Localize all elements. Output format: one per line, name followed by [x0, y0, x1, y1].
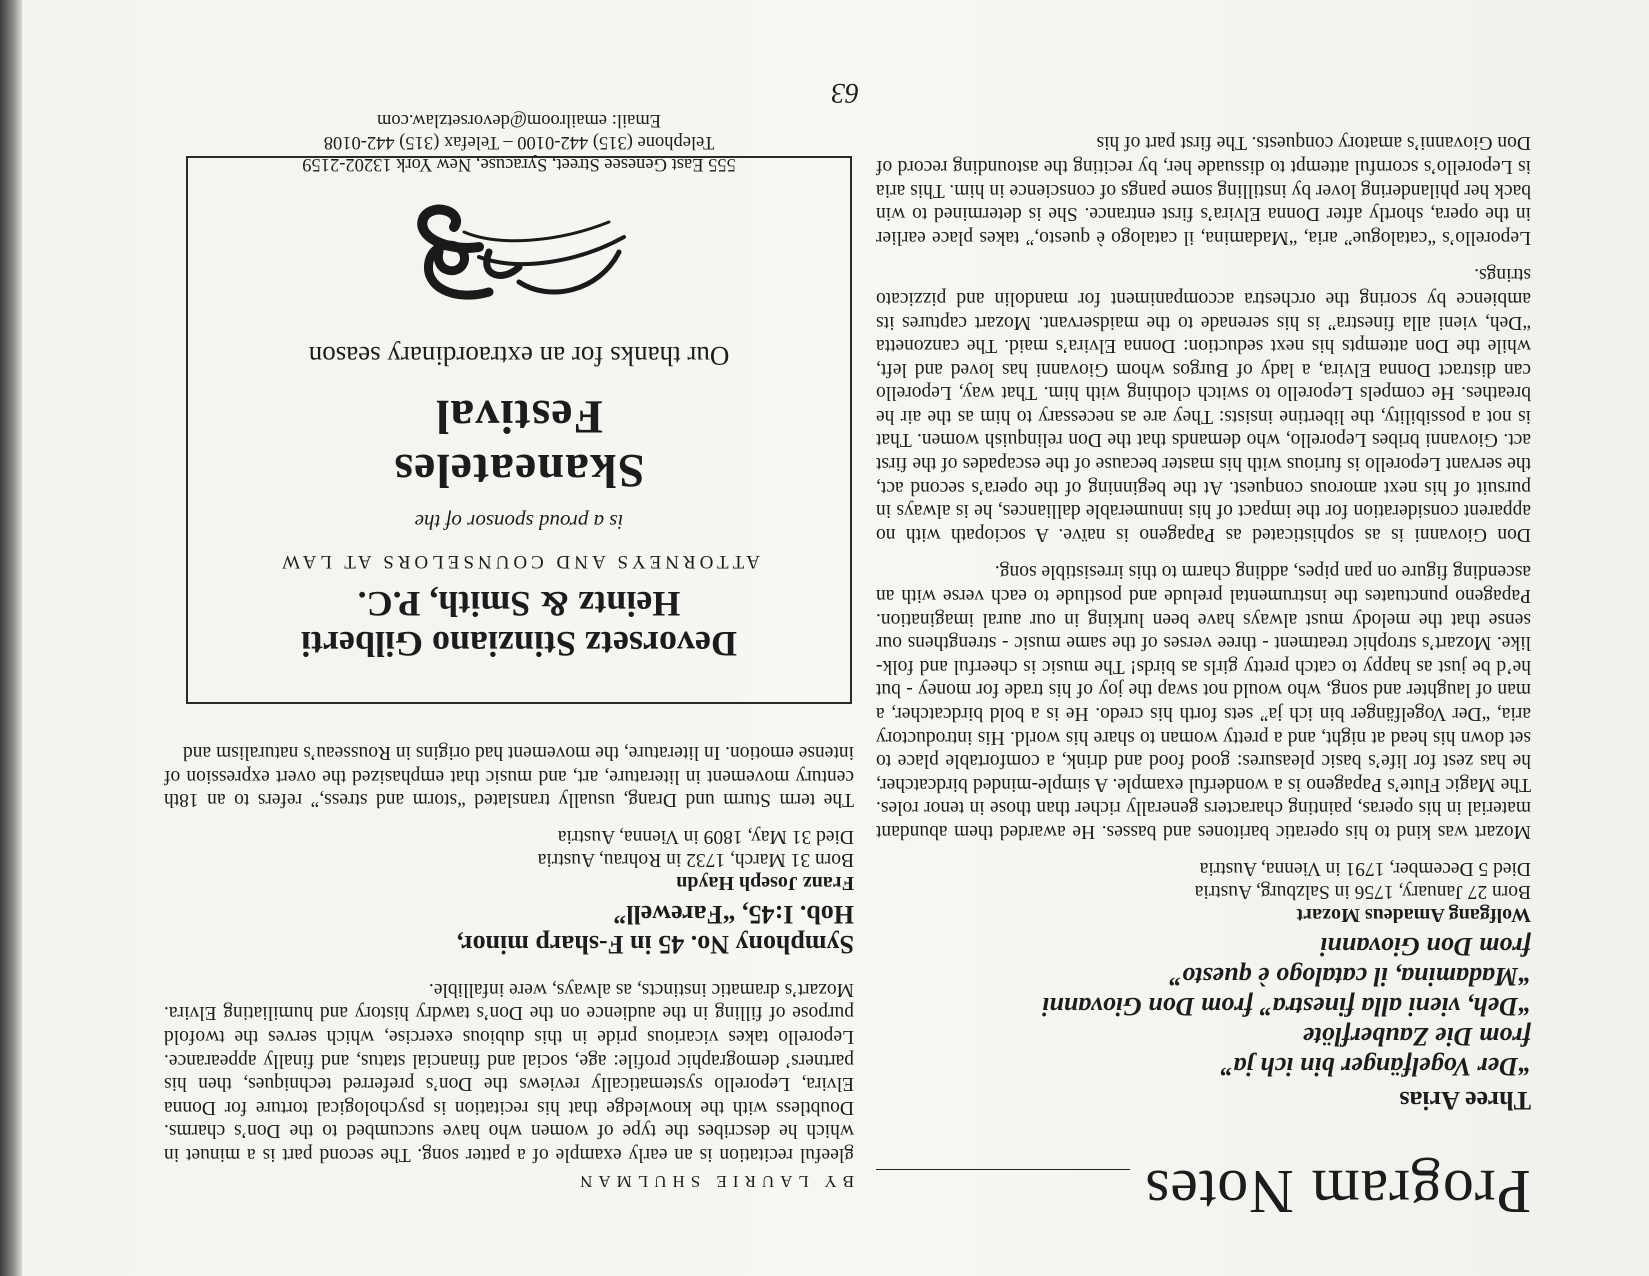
aria-title — [876, 1051, 1531, 1081]
aria-source — [876, 931, 1531, 961]
sponsor-ad — [186, 110, 852, 704]
body-paragraph: Don Giovanni is as sophisticated as Papageno is naïve. A sociopath with no apparent consideration for the impact of his innumerable dalliances, he is always in pursuit of his next amorous conquest. At the beginning of the opera’s second act, the servant Leporello is furious with his master because of the escapades of the first act. Giovanni bribes Leporello, who demands that the Don relinquish women. That is not a possibility, the libertine insists: They are as necessary to him as the air he breathes. He compels Leporello to switch clothing with him. That way, Leporello can distract Donna Elvira, a lady of Burgos whom Giovanni has loved and left, while the Don attempts his next seduction: Donna Elvira’s maid. The canzonetta “Deh, vieni alla finestra” is his serenade to the maidservant. Mozart captures its ambience by scoring the orchestra accompaniment for mandolin and pizzicato strings. — [876, 264, 1531, 545]
composer-born: Born 27 January, 1756 in Salzburg, Austria — [1194, 881, 1531, 902]
body-paragraph: Mozart was kind to his operatic baritones and basses. He awarded them abundant material in his operas, painting characters generally richer than those in tenor roles. The Magic Flute’s Papageno is a wonderful example. A simple-minded birdcatcher, he has zest for life’s basic pleasures: good food and drink, a comfortable place to set down his head at night, and a pretty woman to share his world. His introductory aria, “Der Vogelfänger bin ich ja” sets forth his credo. He is a bold birdcatcher, a man of laughter and song, who would not swap the joy of his trade for money - but he’d be just as happy to catch pretty girls as birds! The music is cheerful and folk-like. Mozart’s strophic treatment - three verses of the same music - strengthens our sense that the melody must always have been lurking in our aural imagination. Papageno punctuates the instrumental prelude and postlude to each verse with an ascending figure on pan pipes, adding charm to this irresistible song. — [876, 561, 1531, 842]
ad-firm-line: Devorsetz Stinziano Gilberti — [301, 624, 737, 664]
aria-title — [876, 961, 1531, 991]
composer-died: Died 5 December, 1791 in Vienna, Austria — [1199, 858, 1531, 879]
work-title: Symphony No. 45 in F-sharp minor, — [456, 930, 854, 960]
body-paragraph: gleeful recitation is an early example of a patter song. The second part is a minuet in which he describes the type of women who have succumbed to the Don’s charms. Doubtless with the knowledge that his recitation is psychological torture for Donna Elvira, Leporello systematically reviews the Don’s preferred techniques, then his partners’ demographic profile: age, social and financial status, and finally appearance. Leporello takes vicarious pride in this dubious exercise, which serves the twofold purpose of filling in the audience on the Don’s tawdry history and humiliating Elvira. Mozart’s dramatic instincts, as always, were infallible. — [164, 978, 854, 1165]
ad-thanks: Our thanks for an extraordinary season — [308, 341, 730, 371]
aria-title-text: “Der Vogelfänger bin ich ja” — [1220, 1052, 1531, 1081]
festival-logo-icon — [399, 202, 639, 322]
composer-born: Born 31 March, 1732 in Rohrau, Austria — [537, 849, 854, 871]
composer-name: Wolfgang Amadeus Mozart — [1296, 904, 1531, 926]
section-heading: Three Arias — [1399, 1086, 1531, 1115]
title-rule — [876, 1169, 1130, 1170]
page-title — [876, 1155, 1531, 1226]
aria-source — [876, 1021, 1531, 1051]
ad-contact — [188, 109, 850, 175]
ad-festival-line: Festival — [435, 390, 603, 443]
work-catalog: Hob. I:45, “Farewell” — [613, 900, 854, 930]
aria-source-text: from Die Zauberflöte — [1302, 1022, 1531, 1051]
ad-festival-line: Skaneateles — [393, 444, 645, 497]
composer-name: Franz Joseph Haydn — [676, 872, 854, 895]
body-paragraph: Leporello’s “catalogue” aria, “Madamina, il catalogo è questo,” takes place earlier in the opera, shortly after Donna Elvira’s first entrance. She is determined to win back her philandering lover by instilling some pangs of conscience in him. This aria is Leporello’s scornful attempt to dissuade her, by reciting the astounding record of Don Giovanni’s amatory conquests. The first part of his — [876, 132, 1531, 248]
ad-sponsor-line: is a proud sponsor of the — [414, 510, 624, 534]
ad-festival-name — [188, 389, 850, 497]
body-paragraph: The term Sturm und Drang, usually translated “storm and stress,” refers to an 18th century movement in literature, art, and music that emphasized the overt expression of intense emotion. In literature, the movement had origins in Rousseau’s naturalism and — [164, 742, 854, 811]
aria-title-text: “Deh, vieni alla finestra” from Don Giovanni — [1042, 992, 1531, 1021]
ad-email: Email: emailroom@devorsetzlaw.com — [377, 110, 661, 130]
page-title-text: Program Notes — [1144, 1157, 1531, 1225]
ad-address: 555 East Genesee Street, Syracuse, New York 13202-2159 — [302, 154, 736, 174]
aria-source-text: from Don Giovanni — [1320, 932, 1531, 961]
ad-firm-name — [188, 584, 850, 664]
aria-title — [876, 991, 1531, 1021]
byline: BY LAURIE SHULMAN — [574, 1172, 854, 1191]
ad-phone: Telephone (315) 442-0100 – Telefax (315) 442-0108 — [323, 132, 715, 152]
ad-firm-line: Heintz & Smith, P.C. — [357, 584, 681, 624]
right-column — [164, 732, 854, 1166]
aria-title-text: “Madamina, il catalogo è questo” — [1169, 962, 1531, 991]
ad-subtitle: ATTORNEYS AND COUNSELORS AT LAW — [278, 551, 760, 572]
page-number: 63 — [831, 77, 859, 108]
composer-died: Died 31 May, 1809 in Vienna, Austria — [557, 826, 854, 848]
left-column — [876, 123, 1531, 1226]
